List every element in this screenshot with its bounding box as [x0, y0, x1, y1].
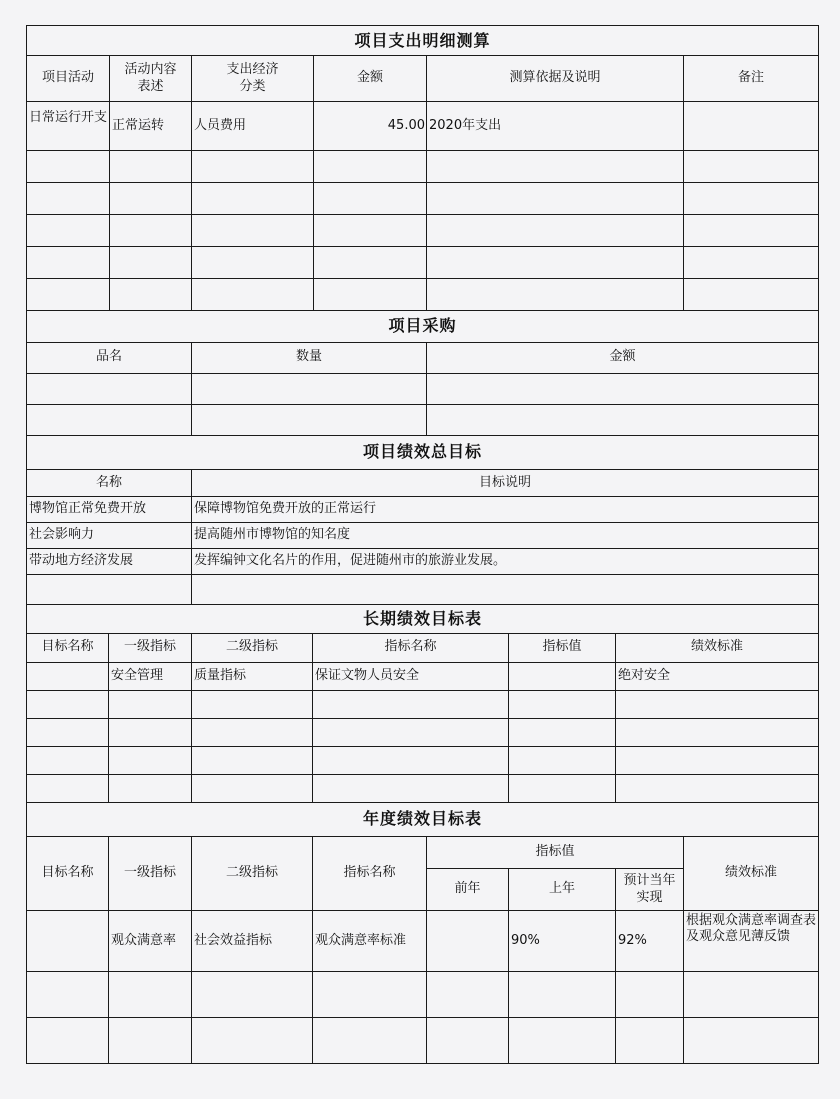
cell-content: 正常运转 [110, 102, 192, 151]
empty-row [27, 151, 819, 183]
header-note: 备注 [684, 56, 819, 102]
expense-table [26, 25, 819, 311]
an-standard: 根据观众满意率调查表及观众意见薄反馈 [684, 911, 819, 972]
cell-category: 人员费用 [192, 102, 314, 151]
header-last-year: 上年 [509, 869, 616, 911]
header-value-group: 指标值 [427, 837, 684, 869]
an-level2: 社会效益指标 [192, 911, 313, 972]
an-level1: 观众满意率 [109, 911, 192, 972]
header-quantity: 数量 [192, 342, 427, 373]
annual-title: 年度绩效目标表 [27, 803, 819, 837]
goal-name: 社会影响力 [27, 523, 192, 549]
lt-value [509, 662, 616, 690]
header-level1: 一级指标 [109, 837, 192, 911]
empty-row [27, 774, 819, 802]
goal-name: 博物馆正常免费开放 [27, 497, 192, 523]
longterm-table [26, 605, 819, 803]
goals-title: 项目绩效总目标 [27, 436, 819, 470]
header-value: 指标值 [509, 633, 616, 662]
header-purchase-amount: 金额 [427, 342, 819, 373]
empty-row [27, 1018, 819, 1064]
empty-row [27, 215, 819, 247]
header-standard: 绩效标准 [684, 837, 819, 911]
cell-activity: 日常运行开支 [27, 102, 110, 151]
header-level2: 二级指标 [192, 837, 313, 911]
empty-row [27, 247, 819, 279]
empty-row [27, 279, 819, 311]
purchase-table [26, 311, 819, 436]
an-expected: 92% [616, 911, 684, 972]
goals-table [26, 436, 819, 606]
lt-level2: 质量指标 [192, 662, 313, 690]
header-target: 目标名称 [27, 633, 109, 662]
empty-row [27, 690, 819, 718]
header-standard: 绩效标准 [616, 633, 819, 662]
header-item-name: 品名 [27, 342, 192, 373]
header-category: 支出经济分类 [192, 56, 314, 102]
empty-row [27, 575, 819, 605]
header-goal-name: 名称 [27, 470, 192, 497]
purchase-title: 项目采购 [27, 311, 819, 342]
empty-row [27, 972, 819, 1018]
longterm-title: 长期绩效目标表 [27, 605, 819, 633]
cell-amount: 45.00 [314, 102, 427, 151]
lt-level1: 安全管理 [109, 662, 192, 690]
empty-row [27, 404, 819, 435]
header-goal-desc: 目标说明 [192, 470, 819, 497]
lt-standard: 绝对安全 [616, 662, 819, 690]
header-level2: 二级指标 [192, 633, 313, 662]
header-amount: 金额 [314, 56, 427, 102]
header-expected: 预计当年实现 [616, 869, 684, 911]
empty-row [27, 746, 819, 774]
header-content: 活动内容表述 [110, 56, 192, 102]
expense-title: 项目支出明细测算 [27, 26, 819, 56]
goal-desc: 提高随州市博物馆的知名度 [192, 523, 819, 549]
lt-target [27, 662, 109, 690]
header-activity: 项目活动 [27, 56, 110, 102]
annual-table [26, 803, 819, 1065]
goal-desc: 保障博物馆免费开放的正常运行 [192, 497, 819, 523]
budget-form [26, 25, 820, 1064]
header-indicator: 指标名称 [313, 837, 427, 911]
header-basis: 测算依据及说明 [427, 56, 684, 102]
lt-indicator: 保证文物人员安全 [313, 662, 509, 690]
empty-row [27, 183, 819, 215]
empty-row [27, 373, 819, 404]
empty-row [27, 718, 819, 746]
cell-note [684, 102, 819, 151]
an-target [27, 911, 109, 972]
header-level1: 一级指标 [109, 633, 192, 662]
goal-desc: 发挥编钟文化名片的作用，促进随州市的旅游业发展。 [192, 549, 819, 575]
an-indicator: 观众满意率标准 [313, 911, 427, 972]
an-prev [427, 911, 509, 972]
an-last: 90% [509, 911, 616, 972]
header-target: 目标名称 [27, 837, 109, 911]
header-prev-year: 前年 [427, 869, 509, 911]
cell-basis: 2020年支出 [427, 102, 684, 151]
goal-name: 带动地方经济发展 [27, 549, 192, 575]
header-indicator: 指标名称 [313, 633, 509, 662]
